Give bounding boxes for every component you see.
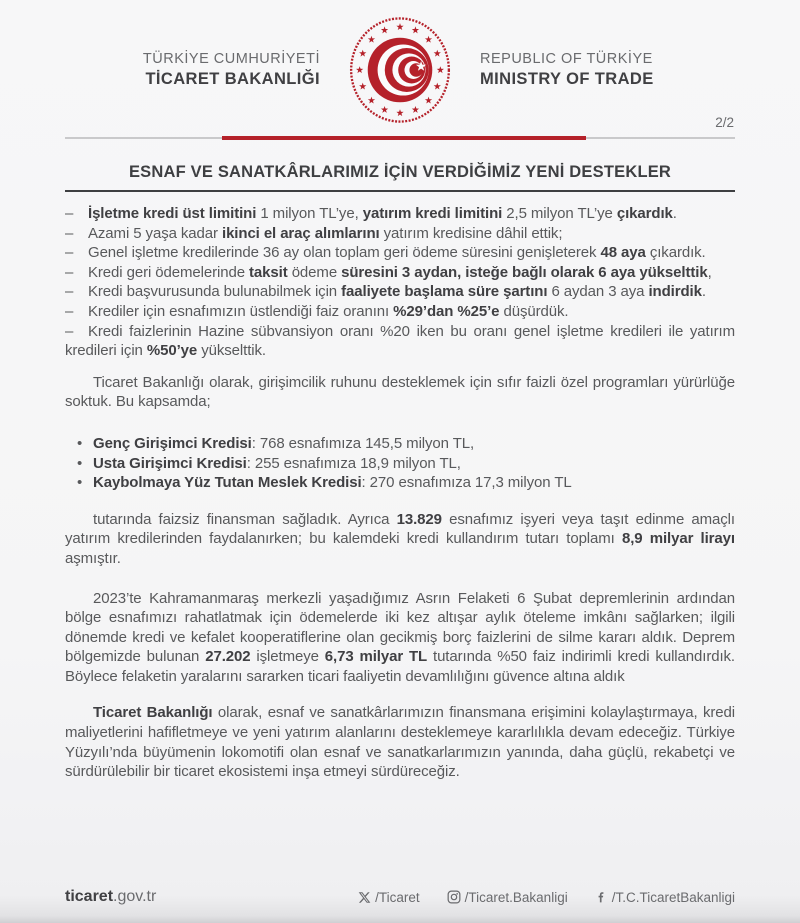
title-underline [65, 190, 735, 192]
divider-line [65, 137, 735, 139]
facebook-handle-text: /T.C.TicaretBakanligi [611, 889, 735, 905]
paragraph-intro: Ticaret Bakanlığı olarak, girişimcilik ruhunu desteklemek için sıfır faizli özel programları yürürlüğe soktuk. Bu kapsamda; [65, 373, 735, 411]
ministry-name-tr [0, 51, 348, 89]
header [0, 0, 800, 126]
list-item-kaybolmaya-yuz: • Kaybolmaya Yüz Tutan Meslek Kredisi: 270 esnafımıza 17,3 milyon TL [77, 474, 572, 492]
x-handle-text: /Ticaret [375, 889, 420, 905]
facebook-handle [595, 890, 735, 905]
paragraph-earthquake: 2023’te Kahramanmaraş merkezli yaşadığımız Asrın Felaketi 6 Şubat depremlerinin ardından bölge esnafımızı rahatlatmak için ödemelerde iki kez altışar aylık öteleme imkânı sağlarken; ilgili dönemde kredi ve kefalet kooperatiflerine olan gecikmiş borç faizlerini de silme kararı aldık. Deprem bölgemizde bulunan 27.202 işletmeye 6,73 milyar TL tutarında %50 faiz indirimli kredi kullandırdık. Böylece felaketin yaralarını sararken ticari faaliyetin devamlılığını güvence altına aldık [65, 589, 736, 685]
bullet-used-vehicles: – Azami 5 yaşa kadar ikinci el araç alımlarını yatırım kredisine dâhil ettik; [65, 224, 563, 242]
divider-red-segment [222, 136, 586, 140]
ministry-name-tr-line1: TÜRKİYE CUMHURİYETİ [142, 51, 320, 67]
page-number: 2/2 [715, 115, 734, 130]
social-handles [358, 890, 735, 905]
website-url [65, 888, 156, 906]
ministry-name-tr-line2: TİCARET BAKANLIĞI [145, 70, 320, 88]
website-url-rest: .gov.tr [113, 888, 157, 905]
footer [65, 888, 735, 906]
instagram-handle-text: /Ticaret.Bakanligi [464, 889, 568, 905]
instagram-icon [447, 890, 461, 904]
bullet-activity-requirement: – Kredi başvurusunda bulunabilmek için faaliyete başlama süre şartını 6 aydan 3 aya indirdik. [65, 283, 706, 301]
ministry-name-en-line1: REPUBLIC OF TÜRKİYE [480, 51, 653, 67]
website-url-bold: ticaret [65, 888, 114, 905]
bullet-subsidy-rate: – Kredi faizlerinin Hazine sübvansiyon oranı %20 iken bu oranı genel işletme kredileri ile yatırım kredileri için %50’ye yükselttik. [65, 322, 735, 360]
x-handle [358, 890, 420, 905]
instagram-handle [447, 890, 568, 905]
bullet-repayment-period: – Genel işletme kredilerinde 36 ay olan toplam geri ödeme süresini genişleterek 48 aya çıkardık. [65, 244, 706, 262]
document-body [65, 152, 735, 782]
ministry-name-en-line2: MINISTRY OF TRADE [480, 70, 654, 88]
facebook-icon [595, 890, 608, 904]
ministry-of-trade-emblem-icon [348, 15, 452, 125]
x-icon [358, 891, 371, 904]
bullet-credit-limits: – İşletme kredi üst limitini 1 milyon TL’ye, yatırım kredi limitini 2,5 milyon TL’ye çıkardık. [65, 205, 677, 222]
paragraph-closing: Ticaret Bakanlığı olarak, esnaf ve sanatkârlarımızın finansmana erişimini kolaylaştırmaya, kredi maliyetlerini hafifletmeye ve yeni yatırım alanlarını desteklemeye kararlılıkla devam edeceğiz. Türkiye Yüzyılı’nda büyümenin lokomotifi olan esnaf ve sanatkarlarımızın yanında, daha güçlü, rekabetçi ve sürdürülebilir bir ticaret ekosistemi inşa etmeyi sürdüreceğiz. [65, 704, 735, 781]
list-item-genc-girisimci: • Genç Girişimci Kredisi: 768 esnafımıza 145,5 milyon TL, [77, 434, 475, 452]
bullet-installment-period: – Kredi geri ödemelerinde taksit ödeme süresini 3 aydan, isteğe bağlı olarak 6 aya yükselttik, [65, 263, 712, 281]
paragraph-financing: tutarında faizsiz finansman sağladık. Ayrıca 13.829 esnafımız işyeri veya taşıt edinme amaçlı yatırım kredilerinden faydalanırken; bu kalemdeki kredi kullandırım tutarı toplamı 8,9 milyar lirayı aşmıştır. [65, 510, 735, 567]
bullet-interest-rate: – Krediler için esnafımızın üstlendiği faiz oranını %29’dan %25’e düşürdük. [65, 302, 569, 320]
ministry-name-en [452, 51, 800, 89]
list-item-usta-girisimci: • Usta Girişimci Kredisi: 255 esnafımıza 18,9 milyon TL, [77, 454, 461, 472]
page-title: ESNAF VE SANATKÂRLARIMIZ İÇİN VERDİĞİMİZ YENİ DESTEKLER [128, 163, 672, 181]
